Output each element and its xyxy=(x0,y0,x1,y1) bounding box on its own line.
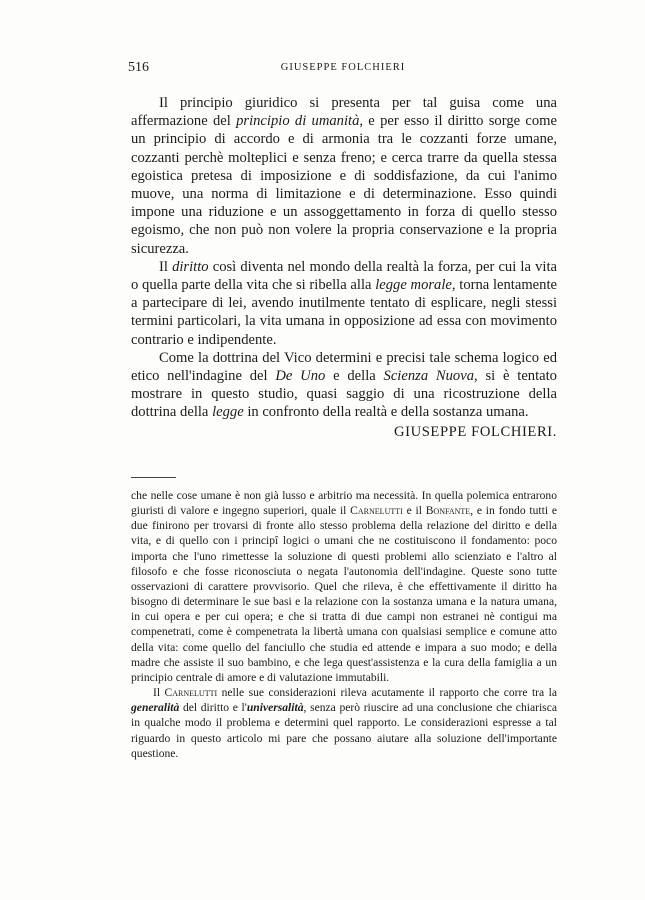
footnote-paragraph-2: Il Carnelutti nelle sue considerazioni rileva acutamente il rapporto che corre tra la generalità del diritto e l'universalità, senza però riuscire ad una conclusione che chiarisca in qualche modo il problema e determini quel rapporto. Le considerazioni espresse a tal riguardo in questo articolo mi pare che possano aiutare alla soluzione dell'importante questione. xyxy=(131,686,558,760)
footnote-paragraph-1: che nelle cose umane è non già lusso e arbitrio ma necessità. In quella polemica entrarono giuristi di valore e ingegno superiori, quale il Carnelutti e il Bonfante, e in fondo tutti e due finirono per trovarsi di fronte allo stesso problema della relazione del diritto e della vita, e di quello con i principî logici o umani che ne costituiscono il fondamento: poco importa che l'uno rimettesse la soluzione di questi problemi allo scienziato e l'altro al filosofo e che fosse riconosciuta o negata l'autonomia dell'indagine. Queste sono tutte osservazioni di carattere provvisorio. Quel che rileva, è che effettivamente il diritto ha bisogno di determinare le sue basi e la relazione con la sostanza umana e la natura umana, in cui opera e per cui opera; e che si tratta di due campi non estranei nè contigui ma compenetrati, come è compenetrata la libertà umana con qualsiasi semplice e comune atto della vita: come quello del fanciullo che studia ed attende e impara a suo modo; e della madre che assiste il suo bambino, e che lega quest'assistenza e la cura della famiglia a un principio centrale di amore e di valutazione immutabili. xyxy=(131,489,557,684)
footnote xyxy=(131,488,557,761)
paragraph-3: Come la dottrina del Vico determini e precisi tale schema logico ed etico nell'indagine del De Uno e della Scienza Nuova, si è tentato mostrare in questo studio, quasi saggio di una ricostruzione della dottrina della legge in confronto della realtà e della sostanza umana. xyxy=(131,349,557,421)
page-header xyxy=(128,60,558,76)
page-number: 516 xyxy=(128,60,149,75)
footnote-rule xyxy=(131,477,176,478)
paragraph-2: Il diritto così diventa nel mondo della realtà la forza, per cui la vita o quella parte della vita che si ribella alla legge morale, torna lentamente a partecipare di lei, avendo inutilmente tentato di esplicare, negli stessi termini particolari, la vita umana in opposizione ad essa con movimento contrario e indipendente. xyxy=(131,258,557,348)
main-text xyxy=(131,94,557,442)
author-signature: GIUSEPPE FOLCHIERI. xyxy=(393,423,557,440)
running-head: GIUSEPPE FOLCHIERI xyxy=(280,62,406,73)
paragraph-1: Il principio giuridico si presenta per tal guisa come una affermazione del principio di umanità, e per esso il diritto sorge come un principio di accordo e di armonia tra le cozzanti forze umane, cozzanti perchè molteplici e senza freno; e cerca trarre da quella stessa egoistica pretesa di imposizione e di soddisfazione, da cui l'animo muove, una norma di limitazione e di determinazione. Esso quindi impone una riduzione e un assoggettamento in forza di quello stesso egoismo, che non può non volere la propria conservazione e la propria sicurezza. xyxy=(131,95,557,257)
